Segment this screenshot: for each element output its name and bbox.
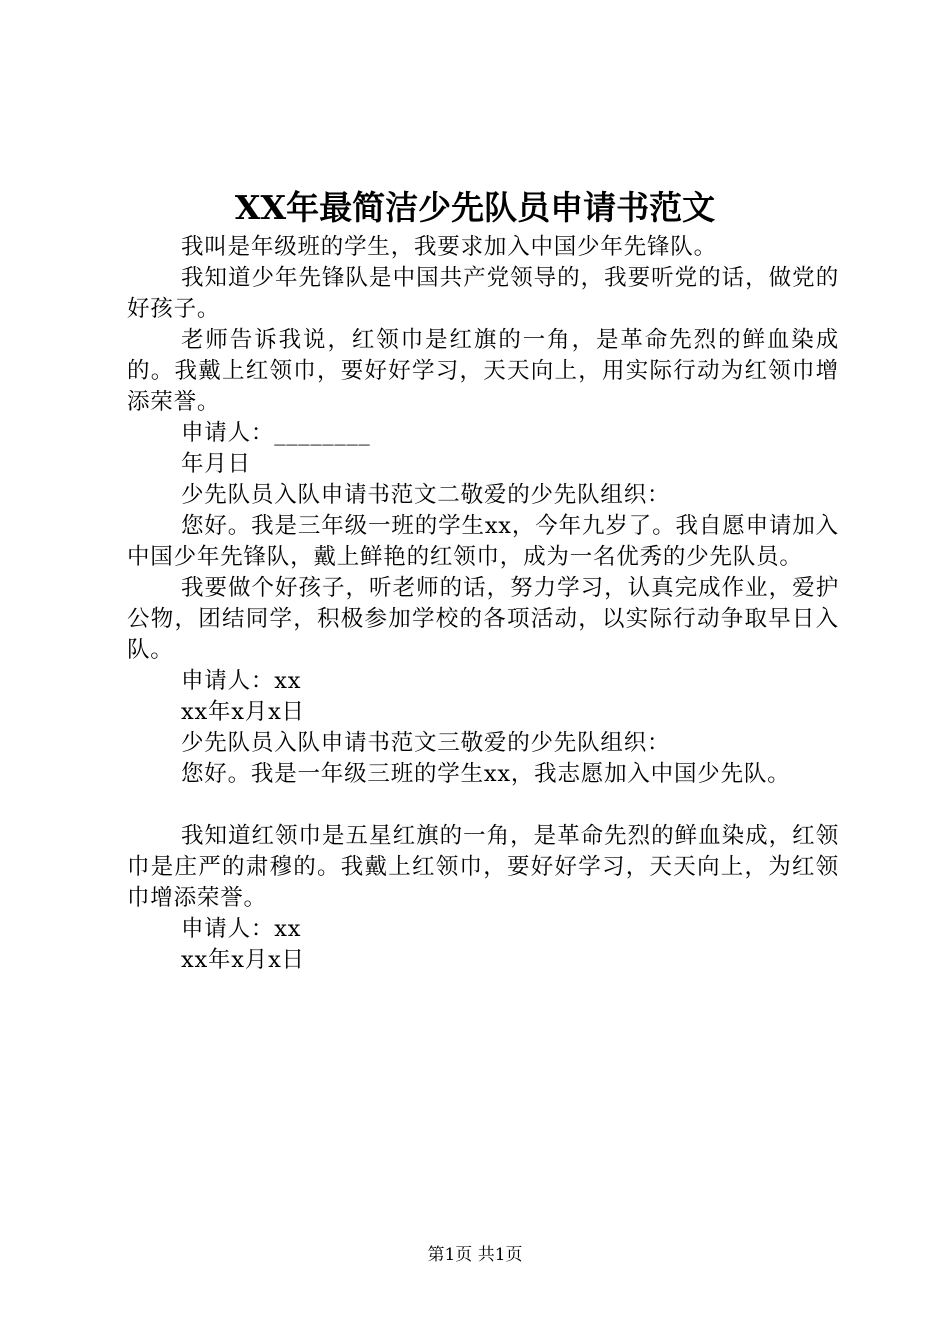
paragraph: 您好。我是三年级一班的学生xx，今年九岁了。我自愿申请加入中国少年先锋队，戴上鲜艳的红领巾，成为一名优秀的少先队员。 xyxy=(127,513,839,570)
section-heading: 少先队员入队申请书范文三敬爱的少先队组织： xyxy=(181,730,671,756)
applicant-signature-line: 申请人：xx xyxy=(181,668,302,694)
paragraph: 我知道少年先锋队是中国共产党领导的，我要听党的话，做党的好孩子。 xyxy=(127,265,839,322)
paragraph: 您好。我是一年级三班的学生xx，我志愿加入中国少先队。 xyxy=(181,761,791,787)
page-footer: 第1页 共1页 xyxy=(427,1245,523,1265)
date-line: 年月日 xyxy=(181,451,251,477)
paragraph: 我知道红领巾是五星红旗的一角，是革命先烈的鲜血染成，红领巾是庄严的肃穆的。我戴上红领巾，要好好学习，天天向上，为红领巾增添荣誉。 xyxy=(127,823,839,911)
document-body xyxy=(127,232,839,976)
paragraph: 我叫是年级班的学生，我要求加入中国少年先锋队。 xyxy=(181,234,717,260)
paragraph: 老师告诉我说，红领巾是红旗的一角，是革命先烈的鲜血染成的。我戴上红领巾，要好好学习，天天向上，用实际行动为红领巾增添荣誉。 xyxy=(127,327,839,415)
applicant-signature-line: 申请人：________ xyxy=(181,420,371,446)
section-heading: 少先队员入队申请书范文二敬爱的少先队组织： xyxy=(181,482,671,508)
paragraph: 我要做个好孩子，听老师的话，努力学习，认真完成作业，爱护公物，团结同学，积极参加学校的各项活动，以实际行动争取早日入队。 xyxy=(127,575,839,663)
date-line: xx年x月x日 xyxy=(181,699,305,725)
applicant-signature-line: 申请人：xx xyxy=(181,916,302,942)
document-title: XX年最简洁少先队员申请书范文 xyxy=(234,188,716,227)
date-line: xx年x月x日 xyxy=(181,947,305,973)
